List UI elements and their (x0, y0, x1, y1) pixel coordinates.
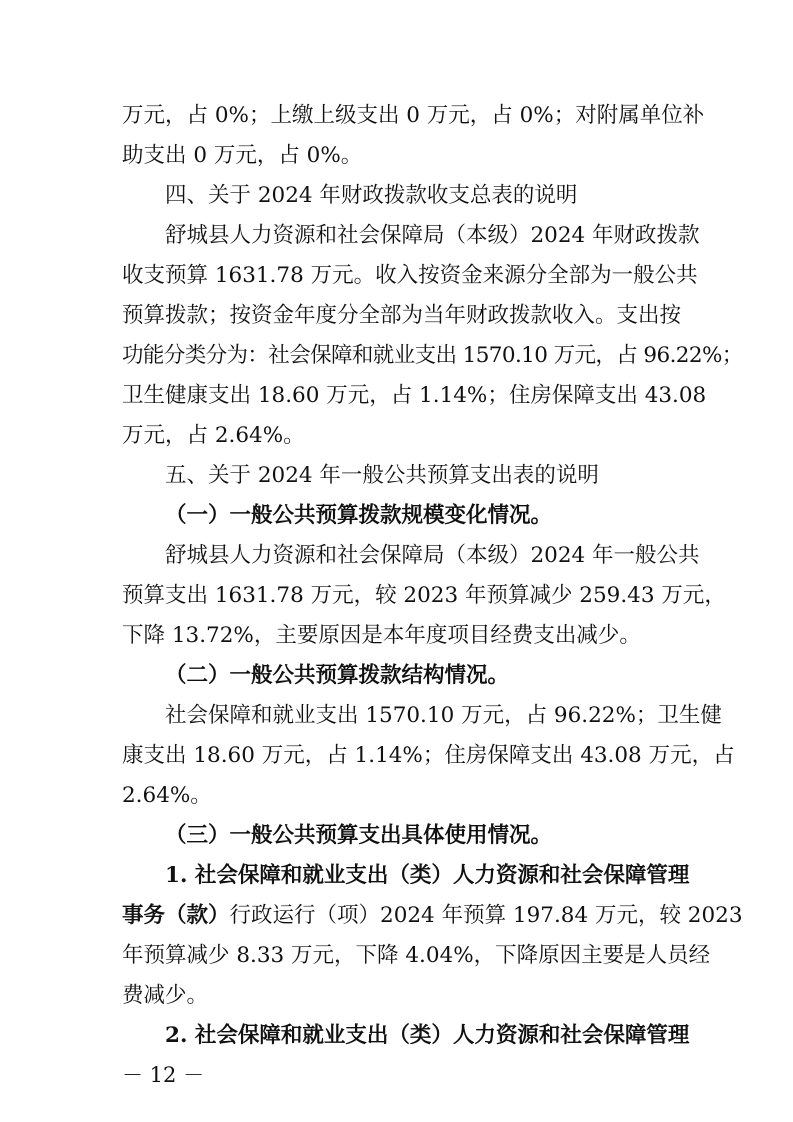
body-text-line: 舒城县人力资源和社会保障局（本级）2024 年一般公共 (165, 543, 700, 568)
body-text-line: 2.64%。 (122, 783, 212, 808)
subsection-heading-2: （二）一般公共预算拨款结构情况。 (165, 663, 510, 688)
body-text-line: 年预算减少 8.33 万元，下降 4.04%，下降原因主要是人员经 (122, 943, 711, 968)
body-text-line: 预算拨款；按资金年度分全部为当年财政拨款收入。支出按 (122, 303, 682, 328)
body-text-line: 万元，占 2.64%。 (122, 423, 305, 448)
item-heading-1-continued: 事务（款） (122, 903, 230, 928)
body-text-line: 下降 13.72%，主要原因是本年度项目经费支出减少。 (122, 623, 641, 648)
body-text-line: 费减少。 (122, 983, 209, 1008)
item-1-text: 行政运行（项）2024 年预算 197.84 万元，较 2023 (229, 903, 743, 928)
body-text-line: 收支预算 1631.78 万元。收入按资金来源分全部为一般公共 (122, 263, 698, 288)
item-heading-1: 1. 社会保障和就业支出（类）人力资源和社会保障管理 (165, 863, 690, 888)
body-text-line: 卫生健康支出 18.60 万元，占 1.14%；住房保障支出 43.08 (122, 383, 707, 408)
subsection-heading-3: （三）一般公共预算支出具体使用情况。 (165, 823, 553, 848)
item-1-text-line (122, 896, 743, 936)
body-text-line: 功能分类分为：社会保障和就业支出 1570.10 万元，占 96.22%； (122, 343, 743, 368)
subsection-heading-1: （一）一般公共预算拨款规模变化情况。 (165, 503, 553, 528)
body-text-line: 社会保障和就业支出 1570.10 万元，占 96.22%；卫生健 (165, 703, 722, 728)
page-number: － 12 － (122, 1063, 205, 1087)
item-heading-2: 2. 社会保障和就业支出（类）人力资源和社会保障管理 (165, 1023, 690, 1048)
body-text-line: 舒城县人力资源和社会保障局（本级）2024 年财政拨款 (165, 223, 700, 248)
body-text-line: 助支出 0 万元，占 0%。 (122, 143, 363, 168)
body-text-line: 万元，占 0%；上缴上级支出 0 万元，占 0%；对附属单位补 (122, 103, 705, 128)
section-heading-5: 五、关于 2024 年一般公共预算支出表的说明 (165, 463, 599, 488)
section-heading-4: 四、关于 2024 年财政拨款收支总表的说明 (165, 183, 578, 208)
body-text-line: 康支出 18.60 万元，占 1.14%；住房保障支出 43.08 万元，占 (122, 743, 735, 768)
body-text-line: 预算支出 1631.78 万元，较 2023 年预算减少 259.43 万元， (122, 583, 726, 608)
